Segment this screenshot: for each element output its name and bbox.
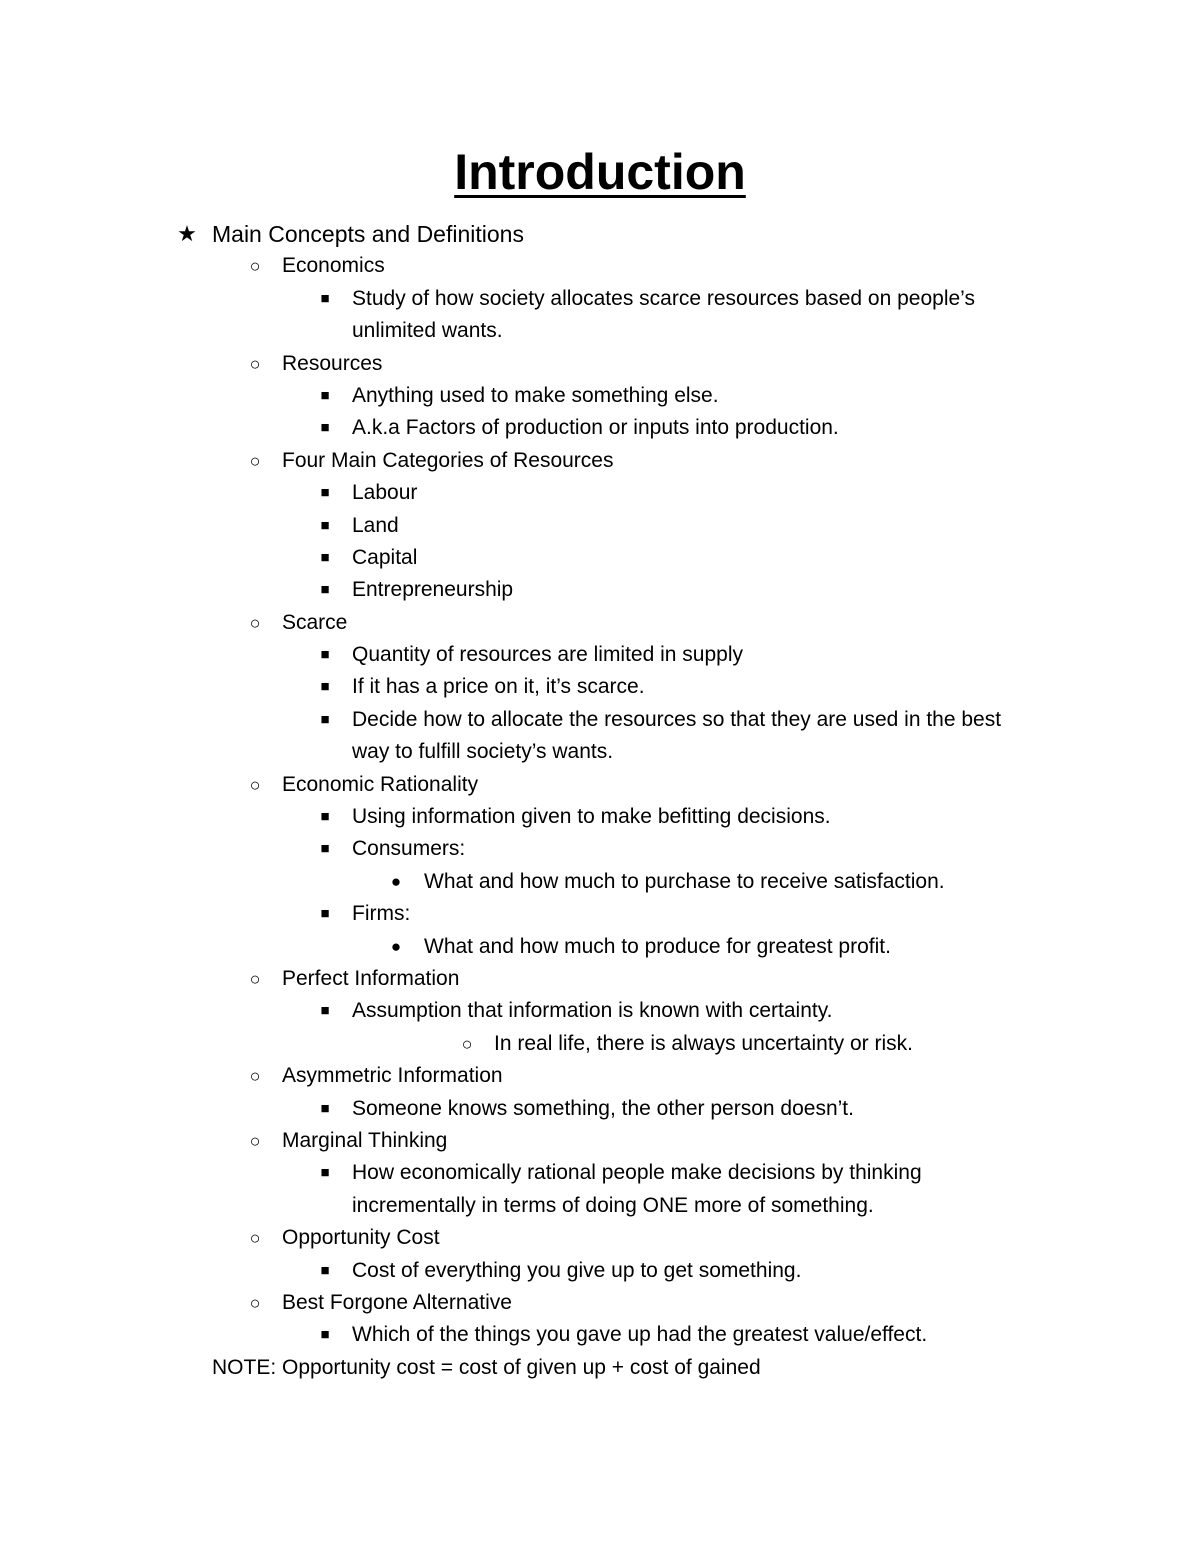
square-bullet-icon: ■ [320,1326,330,1344]
square-bullet-icon: ■ [320,840,330,858]
term-label: Marginal Thinking [282,1128,448,1152]
term-item [0,963,1200,995]
point-text: Land [352,513,399,537]
circle-bullet-icon: ○ [249,969,261,990]
subpoint-text: What and how much to purchase to receive satisfaction. [424,869,945,893]
point-text: How economically rational people make decisions by thinking incrementally in terms of doing ONE more of something. [352,1161,922,1217]
subpoint-item [0,931,1200,963]
square-bullet-icon: ■ [320,1164,330,1182]
point-text: Assumption that information is known with certainty. [352,999,833,1023]
term-label: Scarce [282,610,348,634]
term-label: Economic Rationality [282,772,479,796]
point-text: Which of the things you gave up had the greatest value/effect. [352,1323,928,1347]
square-bullet-icon: ■ [320,581,330,599]
point-item [0,574,1200,606]
term-label: Perfect Information [282,967,460,991]
term-label: Economics [282,254,385,278]
heading-label: Main Concepts and Definitions [212,221,524,247]
circle-bullet-icon: ○ [249,774,261,795]
circle-bullet-icon: ○ [249,612,261,633]
term-item [0,1222,1200,1254]
term-item [0,445,1200,477]
term-label: Best Forgone Alternative [282,1290,512,1314]
subpoint-item [0,866,1200,898]
point-item [0,1319,1200,1351]
point-item [0,1093,1200,1125]
square-bullet-icon: ■ [320,678,330,696]
point-text: Study of how society allocates scarce resources based on people’s unlimited wants. [352,286,975,343]
circle-bullet-icon: ○ [249,450,261,471]
point-item [0,412,1200,444]
square-bullet-icon: ■ [320,1002,330,1020]
term-item [0,769,1200,801]
term-item [0,1060,1200,1092]
term-item [0,607,1200,639]
point-text: Anything used to make something else. [352,383,719,407]
square-bullet-icon: ■ [320,646,330,664]
dot-bullet-icon: ● [390,871,402,891]
note-text: NOTE: Opportunity cost = cost of given up + cost of gained [212,1355,761,1379]
square-bullet-icon: ■ [320,516,330,534]
circle-bullet-icon: ○ [249,1066,261,1087]
point-item [0,801,1200,833]
circle-bullet-icon: ○ [249,256,261,277]
term-label: Resources [282,351,383,375]
point-text: Quantity of resources are limited in supply [352,643,744,667]
point-text: Firms: [352,902,411,926]
circle-bullet-icon: ○ [249,1228,261,1249]
point-item [0,639,1200,671]
term-label: Four Main Categories of Resources [282,448,614,472]
square-bullet-icon: ■ [320,484,330,502]
point-text: Entrepreneurship [352,578,514,602]
point-item [0,510,1200,542]
square-bullet-icon: ■ [320,808,330,826]
term-label: Opportunity Cost [282,1226,440,1250]
circle-bullet-icon: ○ [249,1130,261,1151]
point-item [0,283,1200,348]
term-item [0,348,1200,380]
point-item [0,477,1200,509]
square-bullet-icon: ■ [320,386,330,404]
square-bullet-icon: ■ [320,1261,330,1279]
point-item [0,898,1200,930]
square-bullet-icon: ■ [320,548,330,566]
dot-bullet-icon: ● [390,936,402,956]
point-item [0,380,1200,412]
term-item [0,1125,1200,1157]
point-item [0,1157,1200,1222]
point-text: Labour [352,481,418,505]
point-text: Decide how to allocate the resources so that they are used in the best way to fulfill society’s wants. [352,707,1002,764]
point-text: Consumers: [352,837,466,861]
point-text: A.k.a Factors of production or inputs into production. [352,416,839,440]
point-item [0,671,1200,703]
square-bullet-icon: ■ [320,710,330,728]
circle-bullet-icon: ○ [249,353,261,374]
heading-item [0,218,1200,250]
star-bullet-icon: ★ [177,221,197,246]
point-text: Using information given to make befitting decisions. [352,805,831,829]
circle-bullet-icon: ○ [249,1292,261,1313]
circle-bullet-icon: ○ [461,1033,473,1054]
term-item [0,250,1200,282]
page-title: Introduction [454,144,746,200]
point-text: Someone knows something, the other person doesn’t. [352,1096,854,1120]
point-text: Capital [352,545,418,569]
note-line [0,1352,1200,1384]
term-item [0,1287,1200,1319]
square-bullet-icon: ■ [320,419,330,437]
outline-list [0,218,1200,1384]
point-item [0,704,1200,769]
point-text: If it has a price on it, it’s scarce. [352,675,645,699]
square-bullet-icon: ■ [320,1099,330,1117]
square-bullet-icon: ■ [320,905,330,923]
square-bullet-icon: ■ [320,289,330,307]
point-item [0,995,1200,1027]
subpoint-item [0,1028,1200,1060]
point-item [0,833,1200,865]
subpoint-text: What and how much to produce for greatest profit. [424,934,891,958]
point-item [0,542,1200,574]
point-item [0,1255,1200,1287]
term-label: Asymmetric Information [282,1064,503,1088]
subpoint-text: In real life, there is always uncertainty or risk. [494,1031,913,1055]
point-text: Cost of everything you give up to get something. [352,1258,802,1282]
